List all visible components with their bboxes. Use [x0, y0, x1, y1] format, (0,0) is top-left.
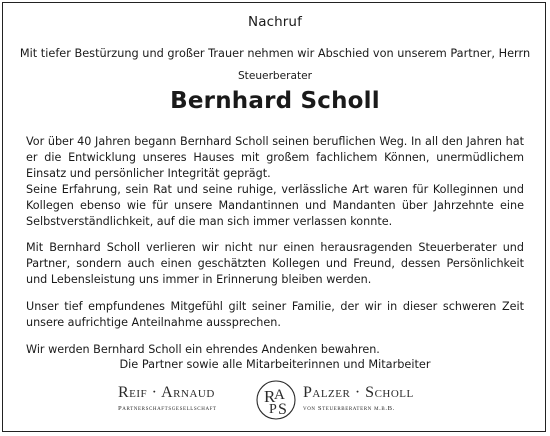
- deceased-name: Bernhard Scholl: [170, 88, 380, 114]
- paragraph-remembrance: Wir werden Bernhard Scholl ein ehrendes Andenken bewahren.: [26, 342, 380, 356]
- firm-monogram-icon: [255, 378, 297, 422]
- notice-body: [26, 134, 524, 369]
- svg-text:S: S: [278, 401, 287, 418]
- firm-subtitle-right: von Steuerberatern m.b.B.: [303, 405, 395, 412]
- svg-text:P: P: [269, 402, 277, 417]
- firm-name-left: Reif · Arnaud: [118, 384, 215, 401]
- intro-text: Mit tiefer Bestürzung und großer Trauer nehmen wir Abschied von unserem Partner, Herrn: [19, 47, 531, 60]
- svg-text:A: A: [274, 387, 285, 403]
- paragraph-experience: Seine Erfahrung, sein Rat und seine ruhige, verlässliche Art waren für Kolleginnen und Kollegen ebenso wie für unsere Mandantinnen und Mandanten über Jahrzehnte eine Selbstverständlichkeit, auf die man sich immer verlassen konnte.: [26, 182, 524, 228]
- firm-name-right: Palzer · Scholl: [303, 384, 414, 401]
- firm-logo: [110, 378, 440, 424]
- firm-subtitle-left: Partnerschaftsgesellschaft: [118, 405, 217, 412]
- profession-label: Steuerberater: [237, 70, 313, 82]
- notice-title: Nachruf: [248, 14, 302, 30]
- paragraph-loss: Mit Bernhard Scholl verlieren wir nicht nur einen herausragenden Steuerberater und Partner, sondern auch einen geschätzten Kollegen und Freund, dessen Persönlichkeit und Lebensleistung uns immer in Erinnerung bleiben werden.: [26, 241, 524, 287]
- paragraph-career: Vor über 40 Jahren begann Bernhard Scholl seinen beruflichen Weg. In all den Jahren hat er die Entwicklung unseres Hauses mit großem fachlichem Können, unermüdlichem Einsatz und persönlicher Integrität geprägt.: [26, 135, 524, 180]
- signature-line: Die Partner sowie alle Mitarbeiterinnen und Mitarbeiter: [119, 358, 431, 371]
- paragraph-condolence: Unser tief empfundenes Mitgefühl gilt seiner Familie, der wir in dieser schweren Zeit unsere aufrichtige Anteilnahme aussprechen.: [26, 300, 524, 330]
- svg-text:R: R: [264, 387, 276, 406]
